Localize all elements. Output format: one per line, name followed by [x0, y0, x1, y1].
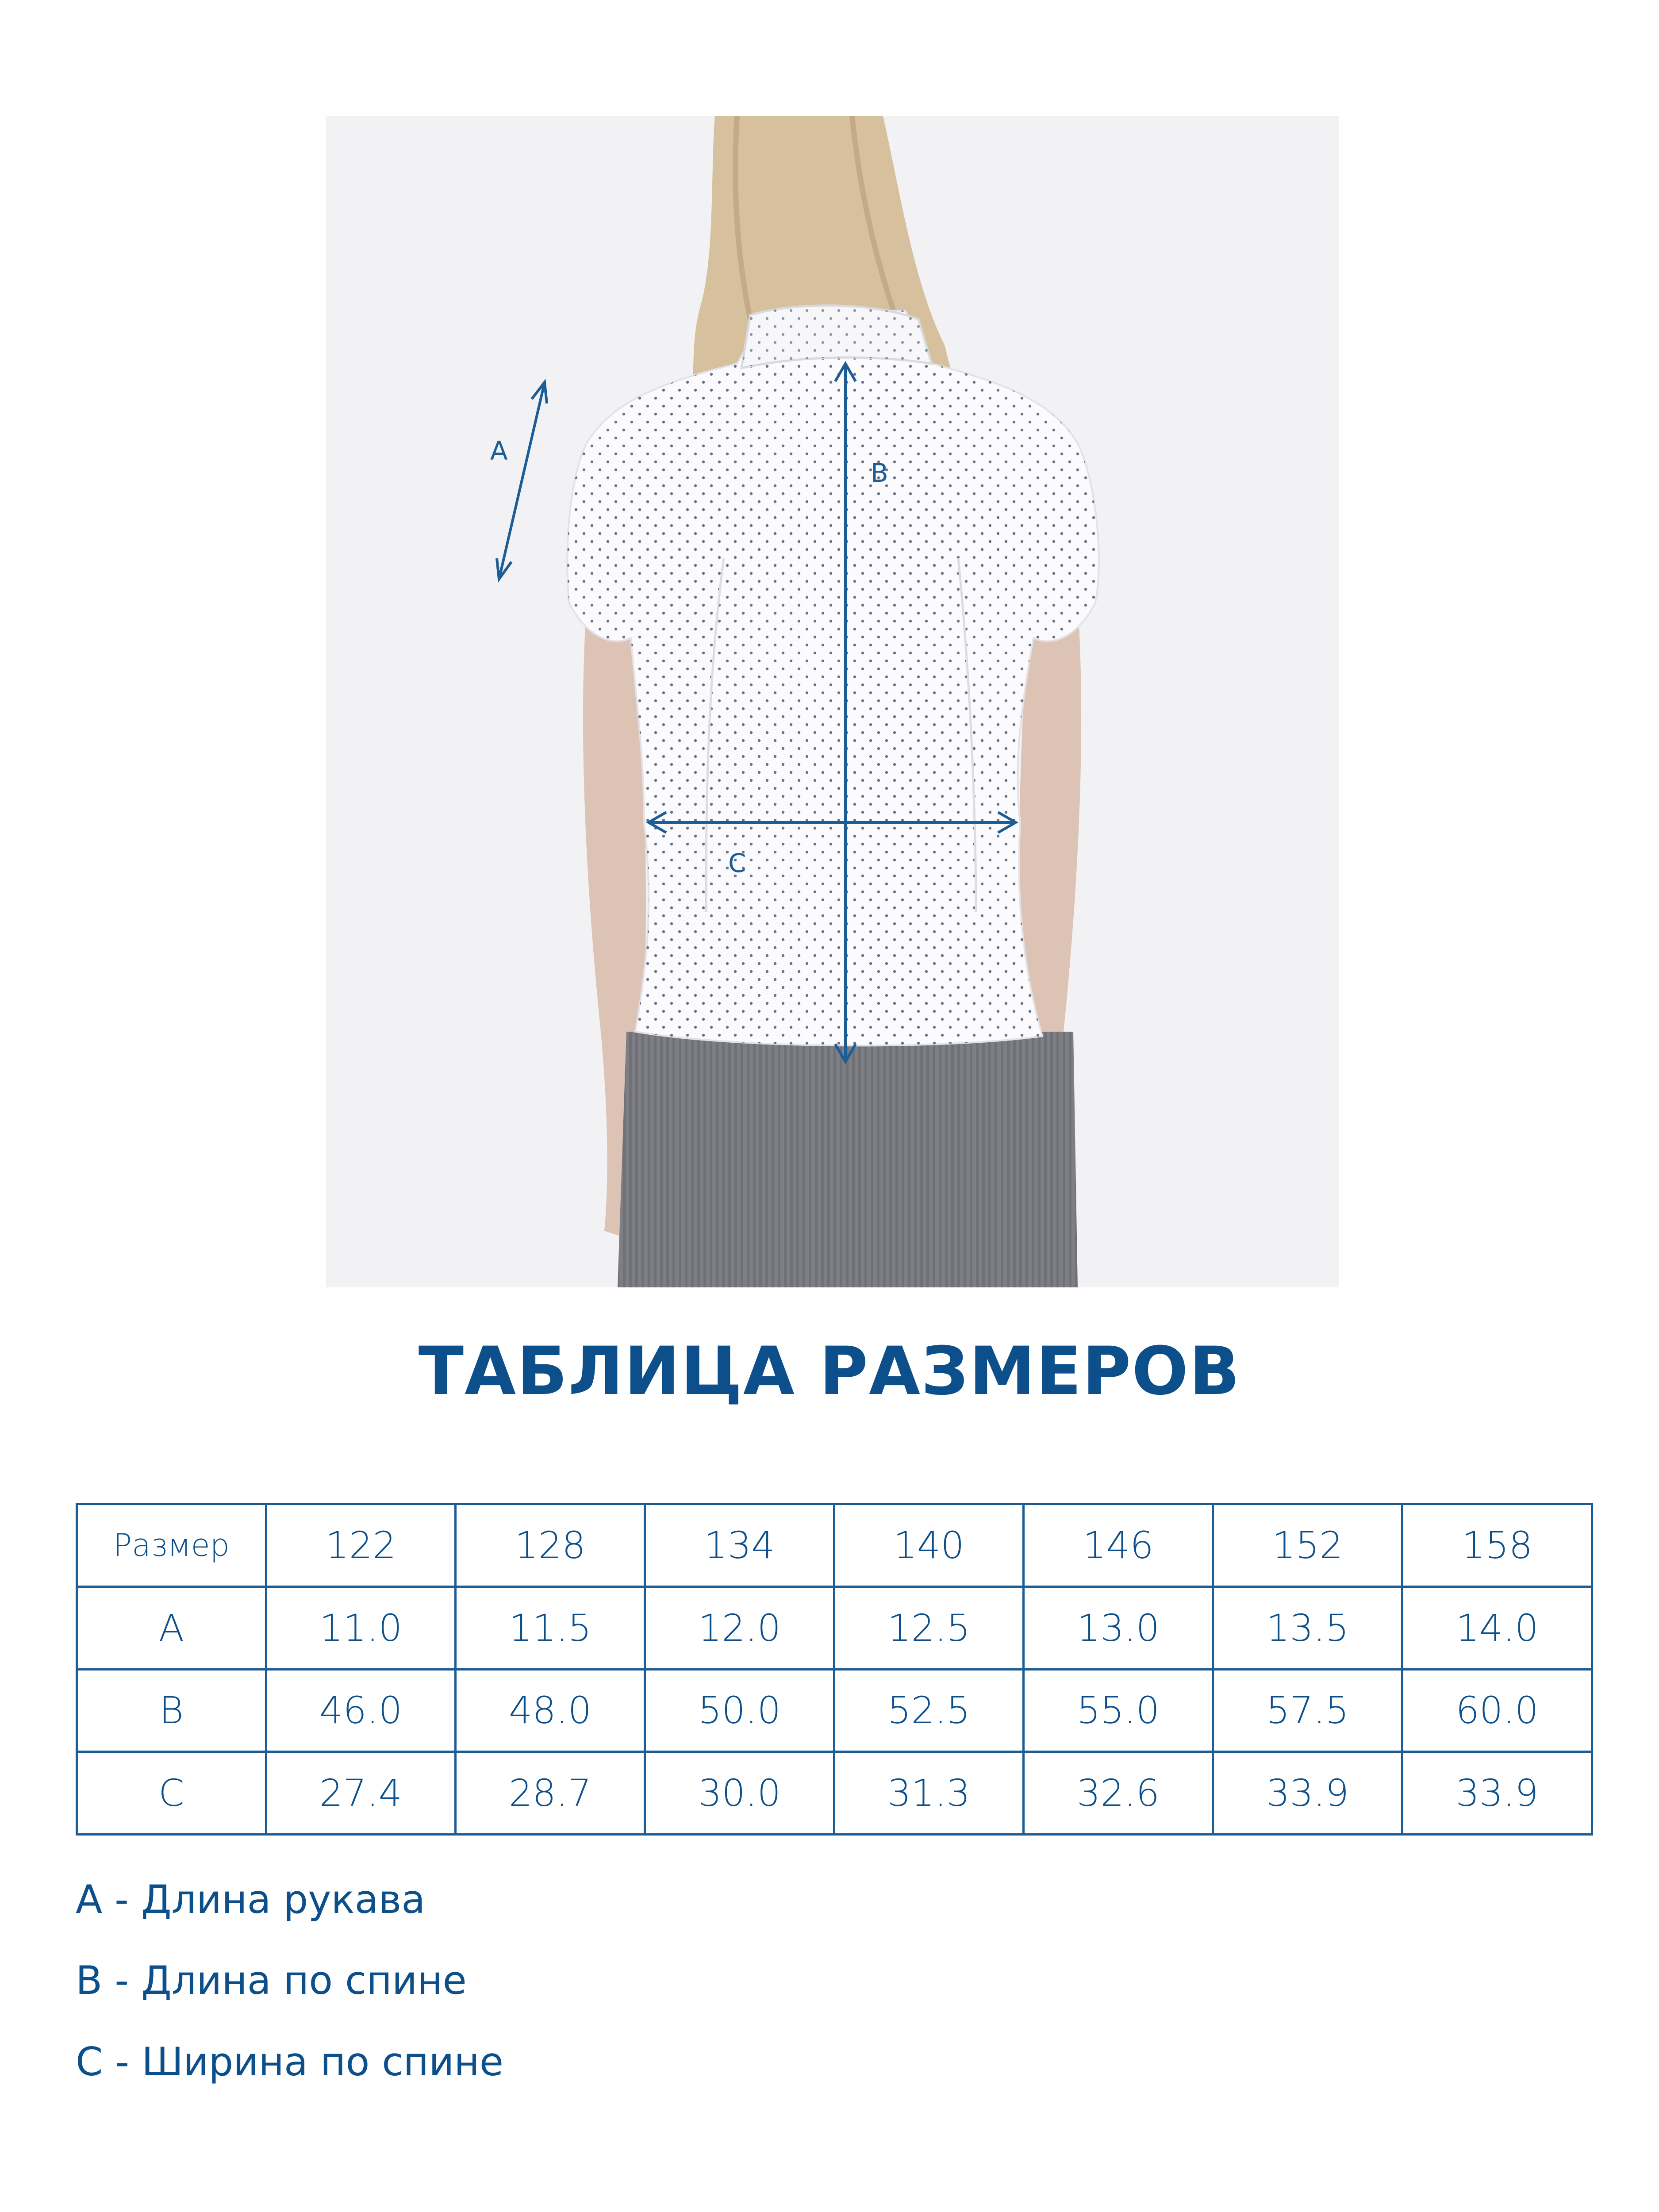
- table-cell: 50.0: [645, 1669, 834, 1752]
- legend-item-a: A - Длина рукава: [76, 1877, 426, 1922]
- table-row: [77, 1586, 1592, 1669]
- table-cell: 32.6: [1024, 1752, 1213, 1835]
- table-cell: 13.0: [1024, 1586, 1213, 1669]
- header-cell: Размер: [77, 1504, 266, 1587]
- row-label: A: [77, 1586, 266, 1669]
- skirt: [618, 1032, 1078, 1287]
- header-cell: 158: [1402, 1504, 1592, 1587]
- table-header-row: [77, 1504, 1592, 1587]
- table-cell: 12.5: [834, 1586, 1024, 1669]
- table-cell: 31.3: [834, 1752, 1024, 1835]
- table-cell: 60.0: [1402, 1669, 1592, 1752]
- table-cell: 33.9: [1402, 1752, 1592, 1835]
- header-cell: 146: [1024, 1504, 1213, 1587]
- header-cell: 122: [266, 1504, 456, 1587]
- product-photo: [326, 116, 1339, 1287]
- table-row: [77, 1669, 1592, 1752]
- table-cell: 27.4: [266, 1752, 456, 1835]
- measure-label-a: A: [490, 436, 508, 466]
- table-cell: 48.0: [456, 1669, 645, 1752]
- header-cell: 152: [1213, 1504, 1402, 1587]
- table-cell: 30.0: [645, 1752, 834, 1835]
- measure-label-b: B: [871, 458, 888, 488]
- table-cell: 12.0: [645, 1586, 834, 1669]
- measure-arrow-a: [497, 382, 547, 579]
- table-cell: 33.9: [1213, 1752, 1402, 1835]
- size-table: [76, 1503, 1593, 1836]
- table-cell: 13.5: [1213, 1586, 1402, 1669]
- table-cell: 28.7: [456, 1752, 645, 1835]
- table-cell: 55.0: [1024, 1669, 1213, 1752]
- table-cell: 14.0: [1402, 1586, 1592, 1669]
- header-cell: 140: [834, 1504, 1024, 1587]
- table-cell: 11.5: [456, 1586, 645, 1669]
- measure-label-c: C: [728, 848, 746, 878]
- row-label: B: [77, 1669, 266, 1752]
- page-title: ТАБЛИЦА РАЗМЕРОВ: [418, 1333, 1241, 1410]
- shirt-illustration: [326, 116, 1339, 1287]
- table-cell: 57.5: [1213, 1669, 1402, 1752]
- table-cell: 46.0: [266, 1669, 456, 1752]
- table-row: [77, 1752, 1592, 1835]
- table-cell: 52.5: [834, 1669, 1024, 1752]
- table-cell: 11.0: [266, 1586, 456, 1669]
- header-cell: 134: [645, 1504, 834, 1587]
- header-cell: 128: [456, 1504, 645, 1587]
- row-label: C: [77, 1752, 266, 1835]
- legend-item-c: C - Ширина по спине: [76, 2039, 504, 2085]
- legend-item-b: B - Длина по спине: [76, 1958, 467, 2003]
